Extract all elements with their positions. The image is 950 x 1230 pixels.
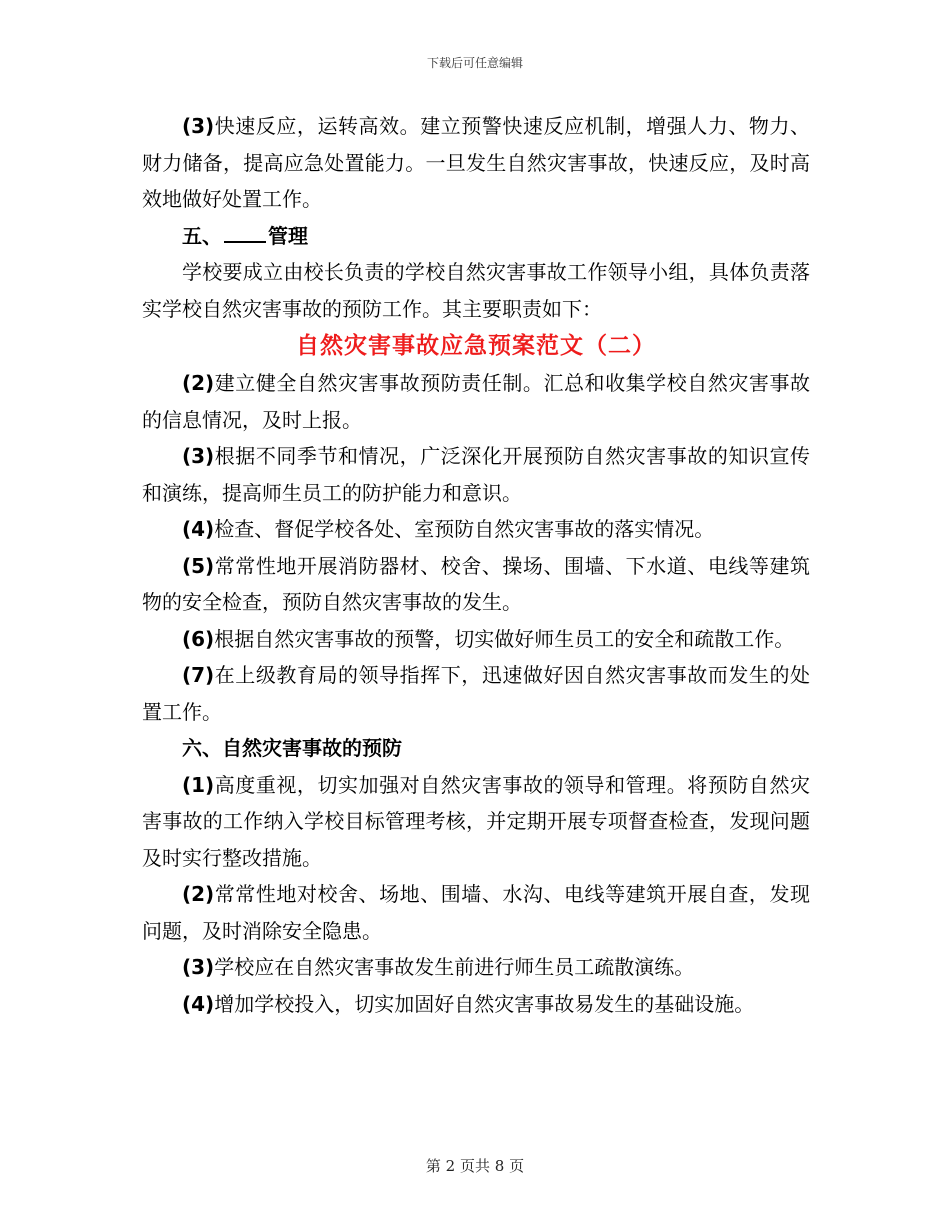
item-text: 常常性地开展消防器材、校舍、操场、围墙、下水道、电线等建筑物的安全检查，预防自然灾害事故的发生。 [142,553,810,614]
item-number: (3) [182,114,215,138]
item-text: 增加学校投入，切实加固好自然灾害事故易发生的基础设施。 [214,991,755,1016]
item-text: 高度重视，切实加强对自然灾害事故的领导和管理。将预防自然灾害事故的工作纳入学校目标管理考核，并定期开展专项督查检查，发现问题及时实行整改措施。 [142,772,810,870]
section-suffix: 管理 [268,223,308,248]
blank-underline [224,223,266,243]
item-text: 学校应在自然灾害事故发生前进行师生员工疏散演练。 [214,955,695,979]
section-heading-5 [142,218,810,255]
item-number: (2) [182,371,215,395]
item-text: 在上级教育局的领导指挥下，迅速做好因自然灾害事故而发生的处置工作。 [142,663,810,724]
list-item [142,365,810,438]
item-text: 根据自然灾害事故的预警，切实做好师生员工的安全和疏散工作。 [214,626,795,651]
document-body [142,108,810,1022]
section-intro: 学校要成立由校长负责的学校自然灾害事故工作领导小组，具体负责落实学校自然灾害事故的预防工作。其主要职责如下： [142,260,810,321]
item-number: (6) [182,626,215,651]
section-prefix: 五、 [182,223,222,248]
list-item [142,438,810,511]
item-number: (7) [182,663,215,687]
document-title: 自然灾害事故应急预案范文（二） [296,333,656,359]
item-text: 检查、督促学校各处、室预防自然灾害事故的落实情况。 [214,517,715,541]
paragraph-item [142,108,810,218]
list-item [142,548,810,621]
item-number: (4) [182,991,215,1016]
item-number: (3) [182,955,215,979]
item-text: 根据不同季节和情况，广泛深化开展预防自然灾害事故的知识宣传和演练，提高师生员工的防护能力和意识。 [142,444,810,505]
item-text: 常常性地对校舍、场地、围墙、水沟、电线等建筑开展自查，发现问题，及时消除安全隐患。 [142,882,810,943]
list-item [142,767,810,877]
item-number: (5) [182,553,215,578]
item-number: (2) [182,882,215,906]
section-heading-6: 六、自然灾害事故的预防 [182,736,402,760]
header-note: 下载后可任意编辑 [426,56,523,70]
item-text: 建立健全自然灾害事故预防责任制。汇总和收集学校自然灾害事故的信息情况，及时上报。 [142,371,810,432]
list-item [142,949,810,986]
list-item [142,621,810,658]
item-number: (4) [182,517,215,541]
list-item [142,986,810,1023]
item-number: (1) [182,772,215,797]
list-item [142,657,810,730]
item-text: 快速反应，运转高效。建立预警快速反应机制，增强人力、物力、财力储备，提高应急处置能力。一旦发生自然灾害事故，快速反应，及时高效地做好处置工作。 [142,114,810,211]
list-item [142,876,810,949]
item-number: (3) [182,444,215,468]
page-footer: 第 2 页共 8 页 [425,1157,525,1175]
list-item [142,511,810,548]
